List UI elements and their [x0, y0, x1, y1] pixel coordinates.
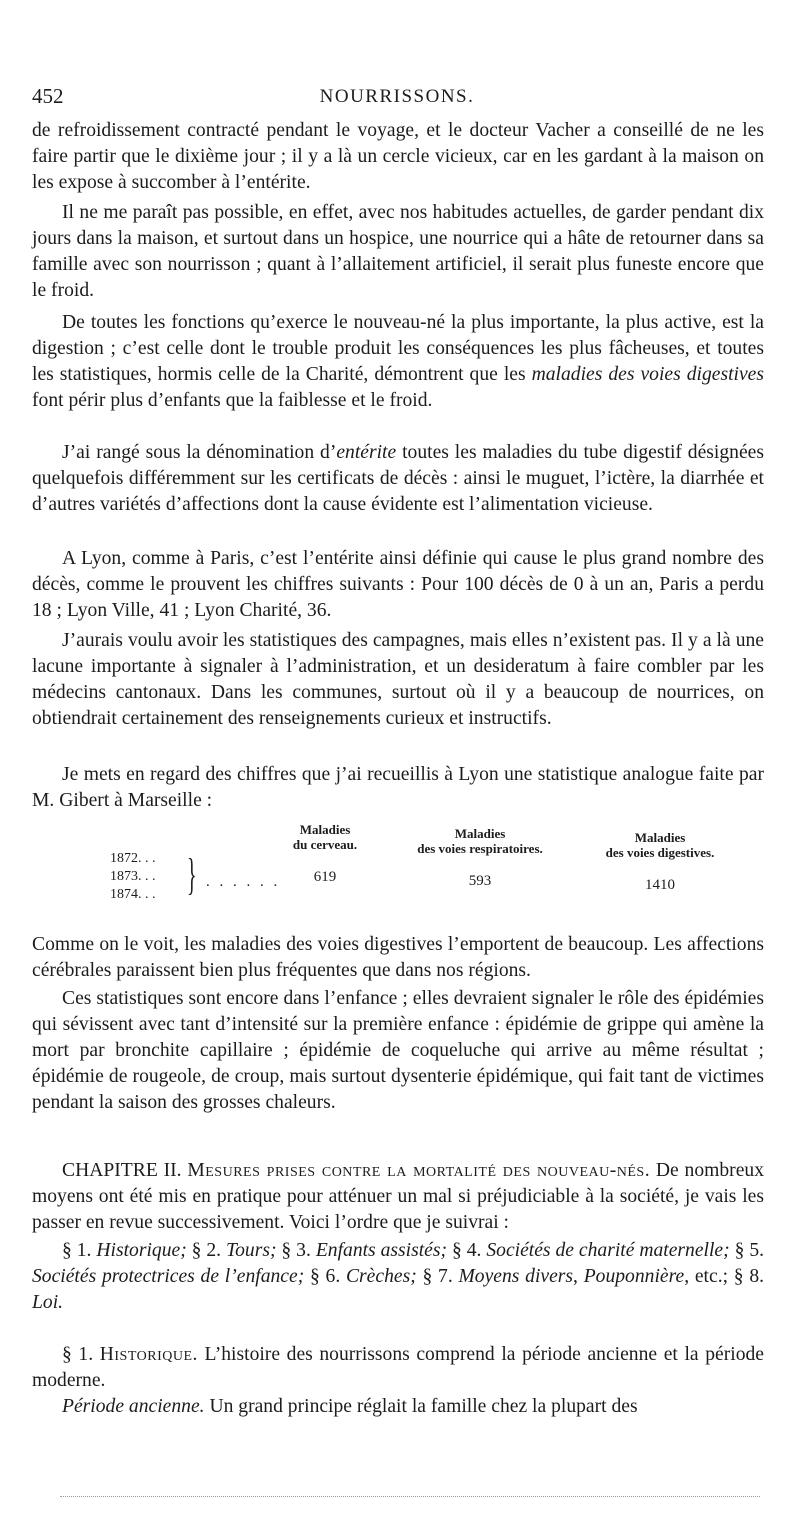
paragraph-4-text-end: toutes les maladies du tube digestif désignées quelquefois différemment sur les certificats de décès : ainsi le muguet, l’ictère, la diarrhée et d’autres variétés d’affections dont la cause évidente est l’alimentation vicieuse. — [32, 442, 764, 515]
outline-item: Pouponnière — [583, 1266, 685, 1287]
paragraph-3-emphasis: maladies des voies digestives — [531, 364, 764, 385]
brace-glyph: } — [187, 850, 197, 899]
outline-sign: § 2. — [186, 1240, 227, 1261]
section-outline — [32, 1238, 764, 1316]
section-1-paragraph — [32, 1342, 764, 1394]
paragraph-4 — [32, 440, 764, 518]
column-subheading: des voies respiratoires. — [417, 841, 543, 856]
section-sign: § 1. — [62, 1344, 100, 1365]
column-subheading: des voies digestives. — [605, 845, 715, 860]
column-heading: Maladies — [454, 826, 506, 841]
outline-item: Enfants assistés; — [315, 1240, 448, 1261]
chapter-number: CHAPITRE II. — [62, 1160, 182, 1181]
outline-sign: § 8. — [733, 1266, 765, 1287]
outline-sign: § 6. — [304, 1266, 346, 1287]
stats-column-brain — [260, 822, 390, 885]
subsection-title: Période ancienne. — [62, 1396, 205, 1417]
paragraph-9: Ces statistiques sont encore dans l’enfance ; elles devraient signaler le rôle des épidémies qui sévissent avec tant d’intensité sur la première enfance : épidémie de grippe qui amène la mort par bronchite capillaire ; épidémie de coqueluche qui arrive au même résultat ; épidémie de rougeole, de croup, mais surtout dysenterie épidémique, qui fait tant de victimes pendant la saison des grosses chaleurs. — [32, 988, 764, 1113]
year-label: 1872. . . — [110, 851, 156, 866]
page-number: 452 — [32, 84, 64, 108]
section-text: L’histoire des nourrissons comprend la période ancienne et la période moderne. — [32, 1344, 764, 1391]
outline-item: Tours; — [226, 1240, 277, 1261]
running-head — [32, 84, 762, 112]
mortality-statistics-table — [110, 822, 750, 922]
outline-sign: § 5. — [729, 1240, 765, 1261]
dot-leaders: . . . . . . — [206, 874, 281, 890]
chapter-heading-paragraph — [32, 1158, 764, 1236]
paragraph-6: J’aurais voulu avoir les statistiques des campagnes, mais elles n’existent pas. Il y a là une lacune importante à signaler à l’administration, et un desideratum à faire combler par les médecins cantonaux. Dans les communes, surtout où il y a beaucoup de nourrices, on obtiendrait certainement des renseignements curieux et instructifs. — [32, 630, 764, 729]
outline-sign: § 7. — [416, 1266, 459, 1287]
outline-item: Moyens divers — [458, 1266, 574, 1287]
subsection-text: Un grand principe réglait la famille chez la plupart des — [204, 1396, 638, 1417]
paragraph-5: A Lyon, comme à Paris, c’est l’entérite ainsi définie qui cause le plus grand nombre des décès, comme le prouvent les chiffres suivants : Pour 100 décès de 0 à un an, Paris a perdu 18 ; Lyon Ville, 41 ; Lyon Charité, 36. — [32, 548, 764, 621]
paragraph-3-text: De toutes les fonctions qu’exerce le nouveau-né la plus importante, la plus active, est la digestion ; c’est celle dont le trouble produit les conséquences les plus fâcheuses, et toutes les statistiques, hormis celle de la Charité, démontrent que les — [32, 312, 764, 385]
year-label: 1873. . . — [110, 869, 156, 884]
outline-sign: § 3. — [276, 1240, 316, 1261]
footer-dotted-rule — [60, 1496, 760, 1497]
chapter-title: Mesures prises contre la mortalité des nouveau-nés. — [187, 1160, 651, 1181]
column-value: 593 — [468, 873, 492, 889]
outline-sign: § 1. — [62, 1240, 97, 1261]
stats-column-digestive — [570, 830, 750, 893]
column-value: 619 — [313, 869, 337, 885]
paragraph-7: Je mets en regard des chiffres que j’ai recueillis à Lyon une statistique analogue faite par M. Gibert à Marseille : — [32, 764, 764, 811]
outline-separator: , — [573, 1266, 584, 1287]
outline-item: Historique; — [96, 1240, 187, 1261]
section-title: Historique. — [99, 1344, 198, 1365]
outline-sign: § 4. — [447, 1240, 487, 1261]
column-value: 1410 — [645, 877, 675, 893]
paragraph-3 — [32, 310, 764, 414]
paragraph-4-text: J’ai rangé sous la dénomination d’ — [62, 442, 337, 463]
running-title: NOURRISSONS. — [319, 86, 475, 107]
column-subheading: du cerveau. — [292, 837, 358, 852]
paragraph-2: Il ne me paraît pas possible, en effet, avec nos habitudes actuelles, de garder pendant dix jours dans la maison, et surtout dans un hospice, une nourrice qui a hâte de retourner dans sa famille avec son nourrisson ; quant à l’allaitement artificiel, il serait plus funeste encore que le froid. — [32, 202, 764, 301]
paragraph-8: Comme on le voit, les maladies des voies digestives l’emportent de beaucoup. Les affections cérébrales paraissent bien plus fréquentes que dans nos régions. — [32, 934, 764, 981]
outline-separator: , etc.; — [684, 1266, 734, 1287]
stats-column-respiratory — [385, 826, 575, 889]
year-label: 1874. . . — [110, 887, 156, 902]
paragraph-3-text-end: font périr plus d’enfants que la faiblesse et le froid. — [32, 390, 433, 411]
outline-item: Sociétés protectrices de l’enfance; — [32, 1266, 305, 1287]
column-heading: Maladies — [299, 822, 351, 837]
outline-item: Loi. — [32, 1292, 64, 1313]
paragraph-1: de refroidissement contracté pendant le voyage, et le docteur Vacher a conseillé de ne les faire partir que le dixième jour ; il y a là un cercle vicieux, car en les gardant à la maison on les expose à succomber à l’entérite. — [32, 120, 764, 193]
years-column — [110, 850, 156, 904]
chapter-text: De nombreux moyens ont été mis en pratique pour atténuer un mal si préjudiciable à la société, je vais les passer en revue successivement. Voici l’ordre que je suivrai : — [32, 1160, 764, 1233]
outline-item: Sociétés de charité maternelle; — [486, 1240, 730, 1261]
paragraph-4-emphasis: entérite — [336, 442, 397, 463]
paragraph-period-ancienne — [32, 1394, 764, 1420]
outline-item: Crèches; — [345, 1266, 417, 1287]
column-heading: Maladies — [634, 830, 686, 845]
